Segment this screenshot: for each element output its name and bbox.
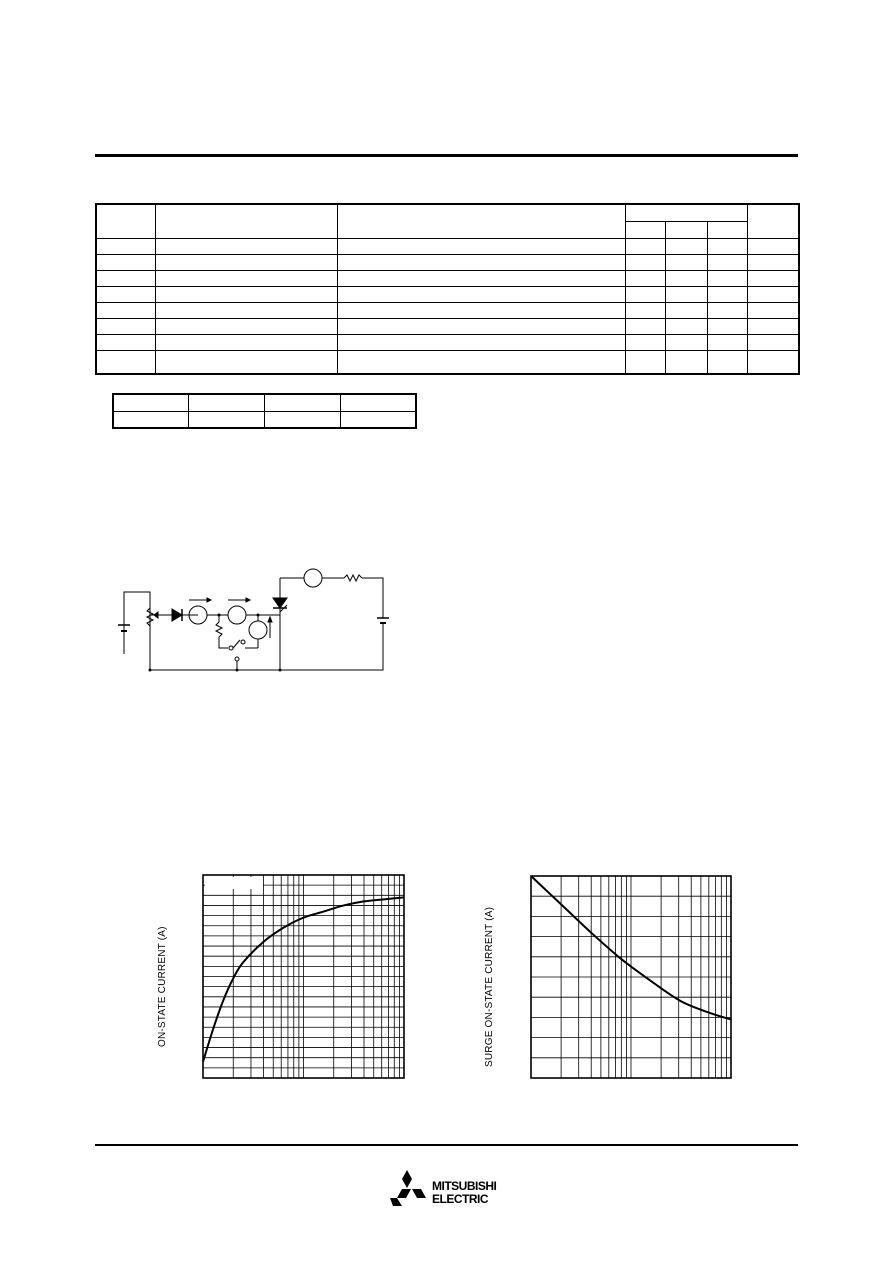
top-rule [95,154,798,157]
logo-text-line1: MITSUBISHI [432,1179,497,1193]
table-header-cell [707,221,747,238]
table-header-cell [155,204,337,238]
table-header-cell [625,221,665,238]
table-row [113,394,416,411]
table-header-cell [96,204,155,238]
legend-box [205,877,263,889]
table-row [96,254,799,270]
table-row [96,302,799,318]
surge-on-state-current-chart [531,876,731,1078]
table-row [96,350,799,374]
left-chart-ylabel: ON-STATE CURRENT (A) [157,926,168,1047]
table-header-cell [625,204,747,221]
table-header-cell [747,204,799,238]
table-row [96,270,799,286]
table-row [96,318,799,334]
electrical-characteristics-table [95,203,800,375]
table-row [113,411,416,428]
classification-table [112,393,417,429]
on-state-current-chart [203,875,404,1078]
bottom-rule [95,1144,798,1146]
table-row [96,238,799,254]
test-circuit-diagram [100,560,400,680]
table-header-cell [665,221,707,238]
logo-text-line2: ELECTRIC [432,1192,488,1206]
table-header-cell [337,204,625,238]
table-row [96,334,799,350]
table-row [96,286,799,302]
right-chart-ylabel: SURGE ON-STATE CURRENT (A) [484,906,495,1067]
